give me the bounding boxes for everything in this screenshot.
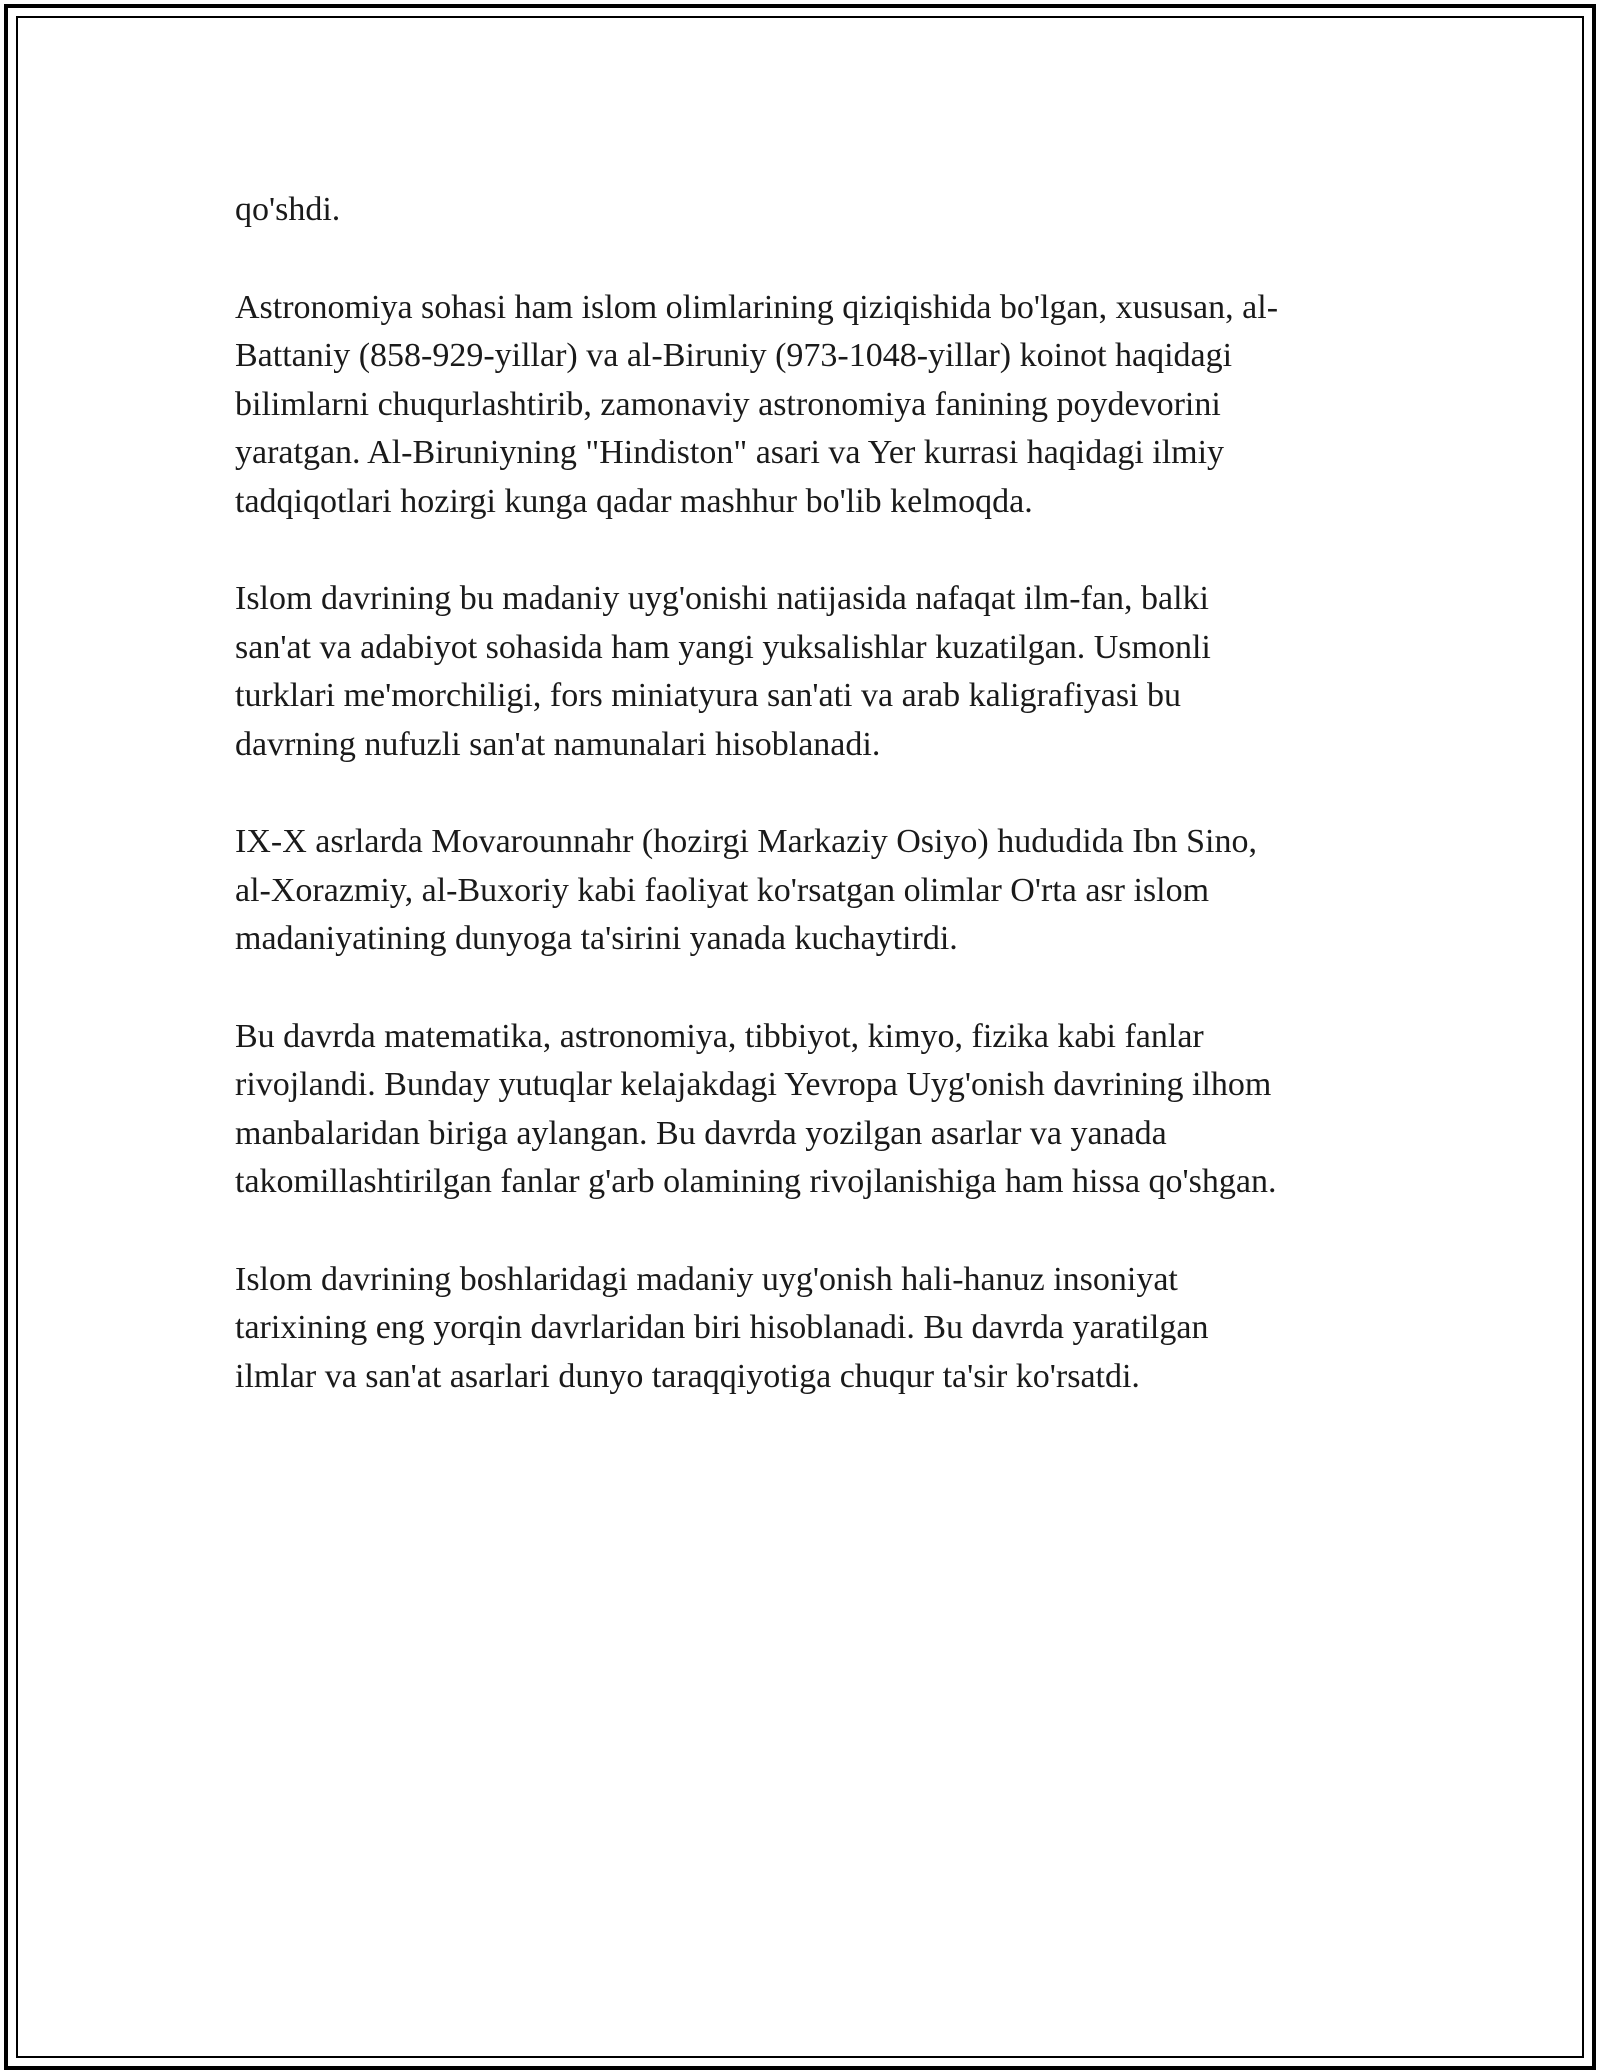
paragraph [235,1256,1375,1402]
text-line: al-Xorazmiy, al-Buxoriy kabi faoliyat ko'rsatgan olimlar O'rta asr islom [235,871,1210,909]
text-line: Astronomiya sohasi ham islom olimlarining qiziqishida bo'lgan, xususan, al- [235,288,1279,326]
text-line: yaratgan. Al-Biruniyning "Hindiston" asari va Yer kurrasi haqidagi ilmiy [235,434,1225,471]
text-line: rivojlandi. Bunday yutuqlar kelajakdagi Yevropa Uyg'onish davrining ilhom [235,1066,1272,1103]
text-line: manbalaridan biriga aylangan. Bu davrda yozilgan asarlar va yanada [235,1114,1167,1152]
paragraph [235,818,1375,964]
text-line: Islom davrining bu madaniy uyg'onishi natijasida nafaqat ilm-fan, balki [235,580,1209,617]
paragraph [235,1013,1375,1207]
text-line: san'at va adabiyot sohasida ham yangi yuksalishlar kuzatilgan. Usmonli [235,628,1211,666]
text-line: tadqiqotlari hozirgi kunga qadar mashhur bo'lib kelmoqda. [235,482,1033,520]
paragraph [235,575,1375,769]
text-line: takomillashtirilgan fanlar g'arb olamining rivojlanishiga ham hissa qo'shgan. [235,1163,1277,1200]
text-line: madaniyatining dunyoga ta'sirini yanada kuchaytirdi. [235,920,958,957]
paragraph [235,284,1375,527]
text-line: Bu davrda matematika, astronomiya, tibbiyot, kimyo, fizika kabi fanlar [235,1017,1204,1055]
text-line: davrning nufuzli san'at namunalari hisoblanadi. [235,725,881,763]
text-line: Battaniy (858-929-yillar) va al-Biruniy (973-1048-yillar) koinot haqidagi [235,337,1233,374]
text-line: ilmlar va san'at asarlari dunyo taraqqiyotiga chuqur ta'sir ko'rsatdi. [235,1357,1140,1395]
text-line: turklari me'morchiligi, fors miniatyura san'ati va arab kaligrafiyasi bu [235,677,1182,714]
paragraph [235,186,1375,235]
document-body [235,186,1375,1450]
text-line: tarixining eng yorqin davrlaridan biri hisoblanadi. Bu davrda yaratilgan [235,1309,1209,1346]
text-line: qo'shdi. [235,191,341,228]
text-line: IX-X asrlarda Movarounnahr (hozirgi Markaziy Osiyo) hududida Ibn Sino, [235,823,1257,860]
text-line: bilimlarni chuqurlashtirib, zamonaviy astronomiya fanining poydevorini [235,385,1221,423]
text-line: Islom davrining boshlaridagi madaniy uyg'onish hali-hanuz insoniyat [235,1260,1178,1298]
